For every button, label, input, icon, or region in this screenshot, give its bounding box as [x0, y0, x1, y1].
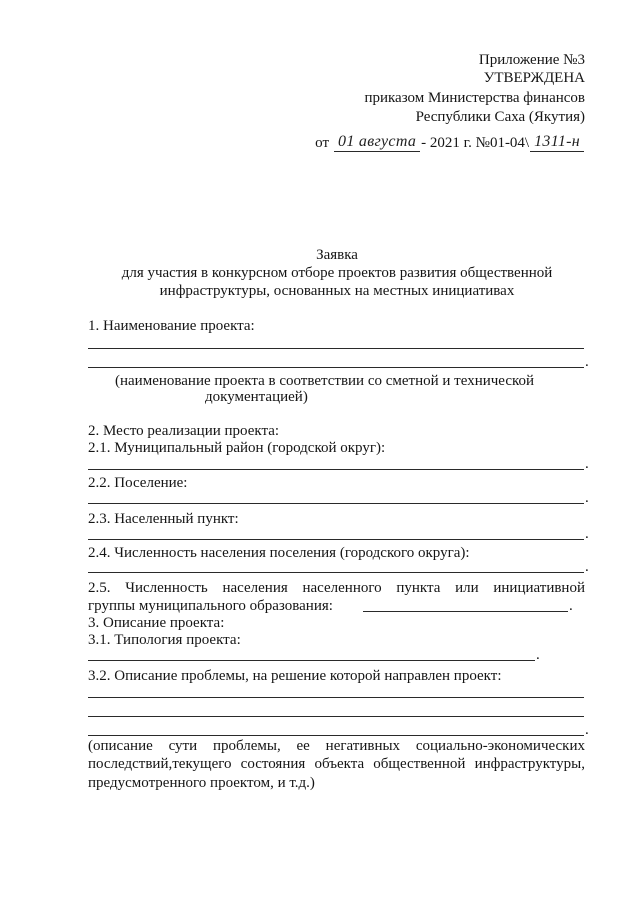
section-2-2-label: 2.2. Поселение:	[88, 475, 188, 491]
order-date-line	[315, 128, 585, 152]
section-3-label: 3. Описание проекта:	[88, 615, 225, 631]
section-3-1-label: 3.1. Типология проекта:	[88, 632, 241, 648]
problem-blank-line	[88, 697, 584, 698]
date-year-number: - 2021 г. №01-04\	[421, 135, 530, 151]
section-1-caption-line2: документацией)	[205, 389, 308, 405]
order-issuer-line2: Республики Саха (Якутия)	[415, 109, 585, 125]
line-end-period: .	[536, 647, 540, 663]
line-end-period: .	[569, 598, 573, 614]
problem-blank-line	[88, 716, 584, 717]
section-1-caption-line1: (наименование проекта в соответствии со сметной и технической	[115, 373, 535, 389]
section-1-label: 1. Наименование проекта:	[88, 318, 255, 334]
document-subtitle-line1: для участия в конкурсном отборе проектов развития общественной	[121, 265, 553, 281]
population-blank-line	[88, 572, 584, 573]
typology-blank-line	[88, 660, 535, 661]
section-2-label: 2. Место реализации проекта:	[88, 423, 280, 439]
section-3-2-caption-line1: (описание сути проблемы, ее негативных социально-экономических	[88, 738, 585, 754]
order-issuer-line1: приказом Министерства финансов	[364, 90, 585, 106]
line-end-period: .	[585, 490, 589, 506]
document-title: Заявка	[316, 247, 358, 263]
settlement-blank-line	[88, 503, 584, 504]
document-subtitle-line2: инфраструктуры, основанных на местных инициативах	[159, 283, 515, 299]
group-population-blank-line	[363, 611, 568, 612]
section-3-2-caption-line3: предусмотренного проектом, и т.д.)	[88, 775, 315, 791]
appendix-number: Приложение №3	[478, 52, 585, 68]
section-2-5-label-line2: группы муниципального образования:	[88, 598, 333, 614]
approval-stamp-text: УТВЕРЖДЕНА	[483, 70, 585, 86]
project-name-blank-line	[88, 367, 584, 368]
locality-blank-line	[88, 539, 584, 540]
section-2-3-label: 2.3. Населенный пункт:	[88, 511, 239, 527]
line-end-period: .	[585, 354, 589, 370]
line-end-period: .	[585, 526, 589, 542]
handwritten-date: 01 августа	[334, 133, 420, 152]
date-prefix: от	[315, 135, 330, 151]
line-end-period: .	[585, 559, 589, 575]
section-2-1-label: 2.1. Муниципальный район (городской округ):	[88, 440, 386, 456]
project-name-blank-line	[88, 348, 584, 349]
line-end-period: .	[585, 722, 589, 738]
handwritten-order-number: 1311-н	[530, 133, 584, 152]
section-2-5-label-line1: 2.5. Численность населения населенного пункта или инициативной	[88, 580, 585, 596]
section-3-2-label: 3.2. Описание проблемы, на решение которой направлен проект:	[88, 668, 502, 684]
section-3-2-caption-line2: последствий,текущего состояния объекта общественной инфраструктуры,	[88, 756, 585, 772]
problem-blank-line	[88, 735, 584, 736]
section-2-4-label: 2.4. Численность населения поселения (городского округа):	[88, 545, 470, 561]
district-blank-line	[88, 469, 584, 470]
line-end-period: .	[585, 456, 589, 472]
